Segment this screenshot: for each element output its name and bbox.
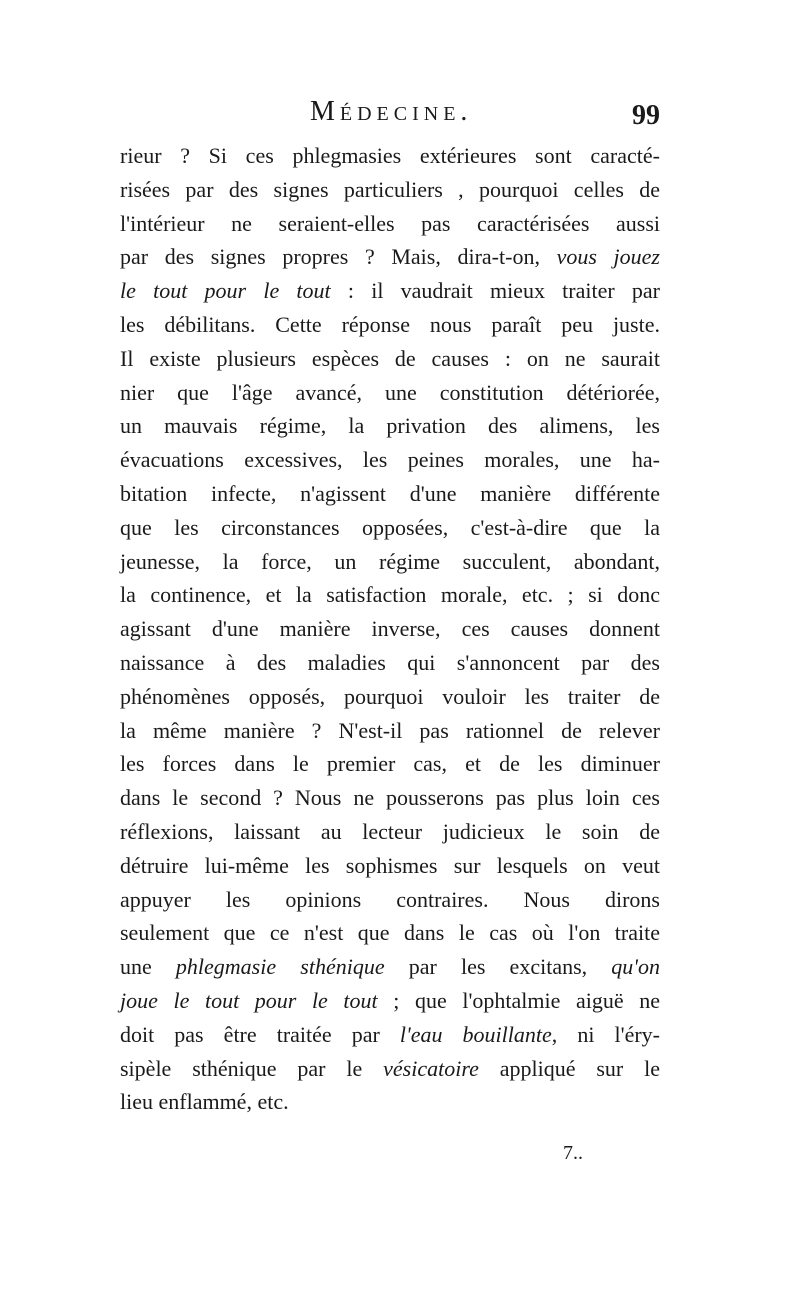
text-segment: dans le second ? Nous ne pousserons pas plus loin ces <box>120 785 660 811</box>
text-segment: par des signes propres ? Mais, dira-t-on, <box>120 244 557 270</box>
text-line <box>120 984 660 1018</box>
text-segment: risées par des signes particuliers , pourquoi celles de <box>120 176 660 202</box>
text-segment: réflexions, laissant au lecteur judicieux le soin de <box>120 818 660 844</box>
text-line <box>120 207 660 241</box>
text-segment: Il existe plusieurs espèces de causes : on ne saurait <box>120 345 660 371</box>
italic-segment: qu'on <box>611 954 661 980</box>
text-segment: lieu enflammé, etc. <box>120 1089 289 1115</box>
text-segment: détruire lui-même les sophismes sur lesquels on veut <box>120 852 660 878</box>
text-segment: bitation infecte, n'agissent d'une manière différente <box>120 480 660 506</box>
text-segment: doit pas être traitée par <box>120 1021 400 1047</box>
text-line <box>120 342 660 376</box>
page-header <box>120 96 660 136</box>
italic-segment: le tout pour le tout <box>120 278 331 304</box>
italic-segment: vous jouez <box>556 244 660 270</box>
text-segment: jeunesse, la force, un régime succulent, abondant, <box>120 548 660 574</box>
text-segment: sipèle sthénique par le <box>120 1055 384 1081</box>
text-segment: naissance à des maladies qui s'annoncent par des <box>120 649 660 675</box>
signature-mark: 7.. <box>563 1142 583 1164</box>
text-segment: rieur ? Si ces phlegmasies extérieures sont caracté- <box>120 143 660 168</box>
text-line <box>120 443 660 477</box>
text-line <box>120 376 660 410</box>
text-segment: appliqué sur le <box>478 1055 660 1081</box>
text-line <box>120 1085 660 1119</box>
text-segment: appuyer les opinions contraires. Nous dirons <box>120 886 660 912</box>
text-segment: seulement que ce n'est que dans le cas où l'on traite <box>120 920 660 946</box>
text-segment: un mauvais régime, la privation des alimens, les <box>120 413 660 439</box>
text-segment: une <box>120 954 176 980</box>
text-line <box>120 950 660 984</box>
text-segment: la même manière ? N'est-il pas rationnel de relever <box>120 717 660 743</box>
text-line <box>120 308 660 342</box>
text-line <box>120 477 660 511</box>
italic-segment: joue le tout pour le tout <box>120 987 378 1013</box>
text-segment: agissant d'une manière inverse, ces causes donnent <box>120 616 660 642</box>
text-line <box>120 511 660 545</box>
text-segment: ; que l'ophtalmie aiguë ne <box>377 987 660 1013</box>
text-line <box>120 139 660 173</box>
text-segment: par les excitans, <box>384 954 612 980</box>
text-line <box>120 849 660 883</box>
text-segment: les forces dans le premier cas, et de les diminuer <box>120 751 660 777</box>
text-line <box>120 714 660 748</box>
text-line <box>120 916 660 950</box>
text-segment: nier que l'âge avancé, une constitution détériorée, <box>120 379 660 405</box>
text-line <box>120 173 660 207</box>
text-line <box>120 578 660 612</box>
text-line <box>120 815 660 849</box>
text-segment: l'intérieur ne seraient-elles pas caractérisées aussi <box>120 210 660 236</box>
text-line <box>120 274 660 308</box>
text-line <box>120 612 660 646</box>
text-line <box>120 680 660 714</box>
text-segment: les débilitans. Cette réponse nous paraît peu juste. <box>120 311 660 337</box>
text-line <box>120 883 660 917</box>
text-segment: que les circonstances opposées, c'est-à-dire que la <box>120 514 660 540</box>
text-line <box>120 1018 660 1052</box>
italic-segment: l'eau bouillante <box>399 1021 552 1047</box>
text-line <box>120 545 660 579</box>
text-line <box>120 240 660 274</box>
italic-segment: phlegmasie sthénique <box>175 954 385 980</box>
italic-segment: vésicatoire <box>383 1055 479 1081</box>
text-line <box>120 409 660 443</box>
text-line <box>120 747 660 781</box>
body-text <box>120 139 660 1119</box>
running-head: Médecine. <box>310 96 473 127</box>
text-segment: évacuations excessives, les peines morales, une ha- <box>120 447 660 473</box>
text-segment: , ni l'éry- <box>551 1021 660 1047</box>
page-number: 99 <box>632 100 660 131</box>
text-line <box>120 646 660 680</box>
text-segment: la continence, et la satisfaction morale, etc. ; si donc <box>120 582 660 608</box>
text-segment: : il vaudrait mieux traiter par <box>330 278 661 304</box>
text-line <box>120 781 660 815</box>
text-segment: phénomènes opposés, pourquoi vouloir les traiter de <box>120 683 660 709</box>
text-line <box>120 1052 660 1086</box>
